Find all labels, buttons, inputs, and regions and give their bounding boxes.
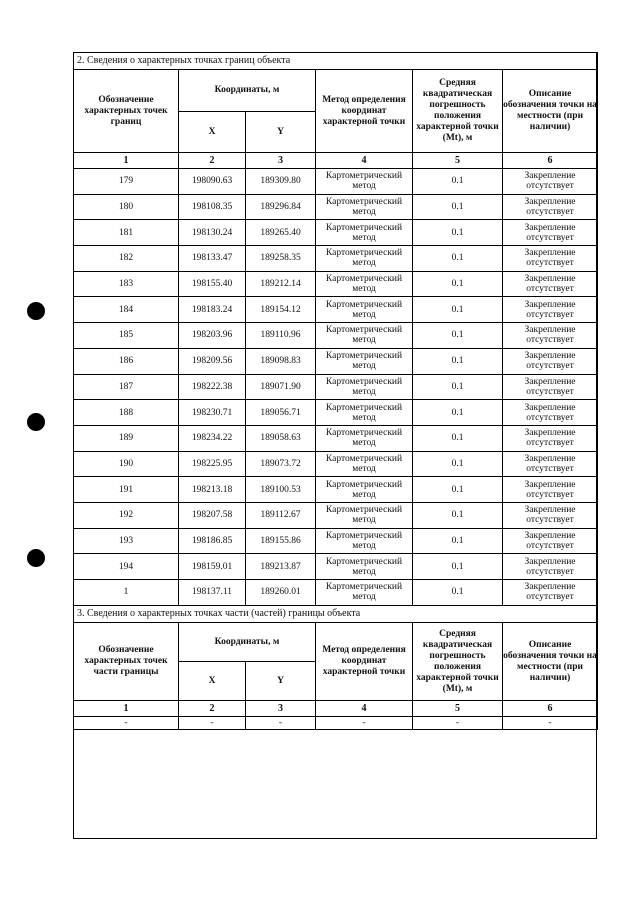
method-cell: Картометрический метод: [316, 528, 413, 554]
x-cell: 198207.58: [179, 502, 246, 528]
error-cell: 0.1: [413, 580, 503, 606]
table-row: [74, 717, 598, 730]
x-cell: 198155.40: [179, 271, 246, 297]
error-cell: 0.1: [413, 323, 503, 349]
y-cell: 189110.96: [246, 323, 316, 349]
x-cell: 198108.35: [179, 194, 246, 220]
error-cell: 0.1: [413, 348, 503, 374]
column-numbers-row: [74, 701, 598, 717]
point-cell: 183: [74, 271, 179, 297]
column-number: 5: [413, 701, 503, 717]
column-number: 6: [503, 701, 598, 717]
error-cell: 0.1: [413, 451, 503, 477]
table-row: [74, 297, 598, 323]
point-cell: 191: [74, 477, 179, 503]
y-cell: 189100.53: [246, 477, 316, 503]
method-cell: Картометрический метод: [316, 400, 413, 426]
point-cell: 186: [74, 348, 179, 374]
y-cell: 189260.01: [246, 580, 316, 606]
point-cell: 193: [74, 528, 179, 554]
point-cell: 190: [74, 451, 179, 477]
method-cell: Картометрический метод: [316, 425, 413, 451]
error-cell: 0.1: [413, 220, 503, 246]
error-cell: 0.1: [413, 477, 503, 503]
description-cell: Закрепление отсутствует: [503, 528, 598, 554]
x-cell: 198159.01: [179, 554, 246, 580]
point-cell: 1: [74, 580, 179, 606]
description-cell: Закрепление отсутствует: [503, 246, 598, 272]
description-cell: Закрепление отсутствует: [503, 194, 598, 220]
table-row: [74, 477, 598, 503]
point-cell: 192: [74, 502, 179, 528]
section-2-title: 2. Сведения о характерных точках границ объекта: [74, 53, 598, 70]
error-cell: 0.1: [413, 246, 503, 272]
description-cell: Закрепление отсутствует: [503, 554, 598, 580]
x-cell: 198186.85: [179, 528, 246, 554]
y-cell: 189258.35: [246, 246, 316, 272]
x-cell: 198230.71: [179, 400, 246, 426]
y-cell: 189155.86: [246, 528, 316, 554]
method-cell: Картометрический метод: [316, 246, 413, 272]
column-number: 5: [413, 153, 503, 169]
header-designation: Обозначение характерных точек границ: [74, 70, 179, 153]
header-coordinates: Координаты, м: [179, 623, 316, 662]
description-cell: Закрепление отсутствует: [503, 271, 598, 297]
table-row: [74, 246, 598, 272]
column-number: 3: [246, 153, 316, 169]
error-cell: 0.1: [413, 271, 503, 297]
error-cell: 0.1: [413, 374, 503, 400]
x-cell: 198137.11: [179, 580, 246, 606]
description-cell: Закрепление отсутствует: [503, 502, 598, 528]
point-cell: 194: [74, 554, 179, 580]
table-row: [74, 554, 598, 580]
point-cell: 181: [74, 220, 179, 246]
binder-hole-3: [27, 549, 45, 567]
column-number: 6: [503, 153, 598, 169]
header-error: Средняя квадратическая погрешность положения характерной точки (Mt), м: [413, 70, 503, 153]
table-row: [74, 169, 598, 195]
column-number: 1: [74, 153, 179, 169]
y-cell: -: [246, 717, 316, 730]
point-cell: 179: [74, 169, 179, 195]
y-cell: 189112.67: [246, 502, 316, 528]
y-cell: 189154.12: [246, 297, 316, 323]
point-cell: 182: [74, 246, 179, 272]
table-row: [74, 451, 598, 477]
method-cell: Картометрический метод: [316, 323, 413, 349]
error-cell: 0.1: [413, 425, 503, 451]
error-cell: 0.1: [413, 528, 503, 554]
header-y: Y: [246, 662, 316, 701]
header-y: Y: [246, 112, 316, 153]
column-number: 4: [316, 701, 413, 717]
error-cell: 0.1: [413, 554, 503, 580]
binder-hole-1: [27, 302, 45, 320]
table-row: [74, 194, 598, 220]
method-cell: Картометрический метод: [316, 580, 413, 606]
description-cell: Закрепление отсутствует: [503, 374, 598, 400]
header-method: Метод определения координат характерной точки: [316, 623, 413, 701]
description-cell: Закрепление отсутствует: [503, 477, 598, 503]
y-cell: 189296.84: [246, 194, 316, 220]
description-cell: Закрепление отсутствует: [503, 297, 598, 323]
header-method: Метод определения координат характерной точки: [316, 70, 413, 153]
y-cell: 189213.87: [246, 554, 316, 580]
x-cell: 198090.63: [179, 169, 246, 195]
x-cell: 198225.95: [179, 451, 246, 477]
x-cell: 198222.38: [179, 374, 246, 400]
y-cell: 189309.80: [246, 169, 316, 195]
method-cell: Картометрический метод: [316, 297, 413, 323]
x-cell: -: [179, 717, 246, 730]
point-cell: 187: [74, 374, 179, 400]
method-cell: Картометрический метод: [316, 502, 413, 528]
method-cell: Картометрический метод: [316, 374, 413, 400]
description-cell: Закрепление отсутствует: [503, 348, 598, 374]
method-cell: Картометрический метод: [316, 451, 413, 477]
description-cell: Закрепление отсутствует: [503, 580, 598, 606]
table-row: [74, 580, 598, 606]
x-cell: 198234.22: [179, 425, 246, 451]
table-row: [74, 502, 598, 528]
point-cell: 188: [74, 400, 179, 426]
part-boundary-points-table: [73, 605, 598, 730]
binder-hole-2: [27, 413, 45, 431]
y-cell: 189058.63: [246, 425, 316, 451]
x-cell: 198183.24: [179, 297, 246, 323]
error-cell: -: [413, 717, 503, 730]
description-cell: Закрепление отсутствует: [503, 169, 598, 195]
table-row: [74, 220, 598, 246]
header-x: X: [179, 662, 246, 701]
method-cell: Картометрический метод: [316, 194, 413, 220]
x-cell: 198213.18: [179, 477, 246, 503]
error-cell: 0.1: [413, 169, 503, 195]
description-cell: Закрепление отсутствует: [503, 451, 598, 477]
y-cell: 189212.14: [246, 271, 316, 297]
error-cell: 0.1: [413, 400, 503, 426]
table-row: [74, 528, 598, 554]
error-cell: 0.1: [413, 297, 503, 323]
method-cell: Картометрический метод: [316, 271, 413, 297]
x-cell: 198130.24: [179, 220, 246, 246]
header-description: Описание обозначения точки на местности (при наличии): [503, 623, 598, 701]
description-cell: -: [503, 717, 598, 730]
point-cell: 180: [74, 194, 179, 220]
column-number: 3: [246, 701, 316, 717]
column-numbers-row: [74, 153, 598, 169]
column-number: 4: [316, 153, 413, 169]
error-cell: 0.1: [413, 502, 503, 528]
method-cell: Картометрический метод: [316, 169, 413, 195]
table-row: [74, 400, 598, 426]
description-cell: Закрепление отсутствует: [503, 323, 598, 349]
method-cell: Картометрический метод: [316, 220, 413, 246]
description-cell: Закрепление отсутствует: [503, 425, 598, 451]
section-3-title: 3. Сведения о характерных точках части (частей) границы объекта: [74, 606, 598, 623]
header-designation: Обозначение характерных точек части границы: [74, 623, 179, 701]
x-cell: 198209.56: [179, 348, 246, 374]
column-number: 2: [179, 153, 246, 169]
table-row: [74, 323, 598, 349]
column-number: 2: [179, 701, 246, 717]
table-row: [74, 348, 598, 374]
description-cell: Закрепление отсутствует: [503, 400, 598, 426]
column-number: 1: [74, 701, 179, 717]
y-cell: 189265.40: [246, 220, 316, 246]
point-cell: 185: [74, 323, 179, 349]
method-cell: Картометрический метод: [316, 554, 413, 580]
point-cell: 184: [74, 297, 179, 323]
y-cell: 189071.90: [246, 374, 316, 400]
point-cell: 189: [74, 425, 179, 451]
x-cell: 198133.47: [179, 246, 246, 272]
point-cell: -: [74, 717, 179, 730]
header-coordinates: Координаты, м: [179, 70, 316, 112]
header-x: X: [179, 112, 246, 153]
method-cell: Картометрический метод: [316, 348, 413, 374]
error-cell: 0.1: [413, 194, 503, 220]
table-row: [74, 425, 598, 451]
boundary-points-table: [73, 52, 598, 606]
header-description: Описание обозначения точки на местности (при наличии): [503, 70, 598, 153]
header-error: Средняя квадратическая погрешность положения характерной точки (Mt), м: [413, 623, 503, 701]
description-cell: Закрепление отсутствует: [503, 220, 598, 246]
x-cell: 198203.96: [179, 323, 246, 349]
y-cell: 189073.72: [246, 451, 316, 477]
y-cell: 189098.83: [246, 348, 316, 374]
y-cell: 189056.71: [246, 400, 316, 426]
table-row: [74, 271, 598, 297]
table-row: [74, 374, 598, 400]
method-cell: -: [316, 717, 413, 730]
method-cell: Картометрический метод: [316, 477, 413, 503]
